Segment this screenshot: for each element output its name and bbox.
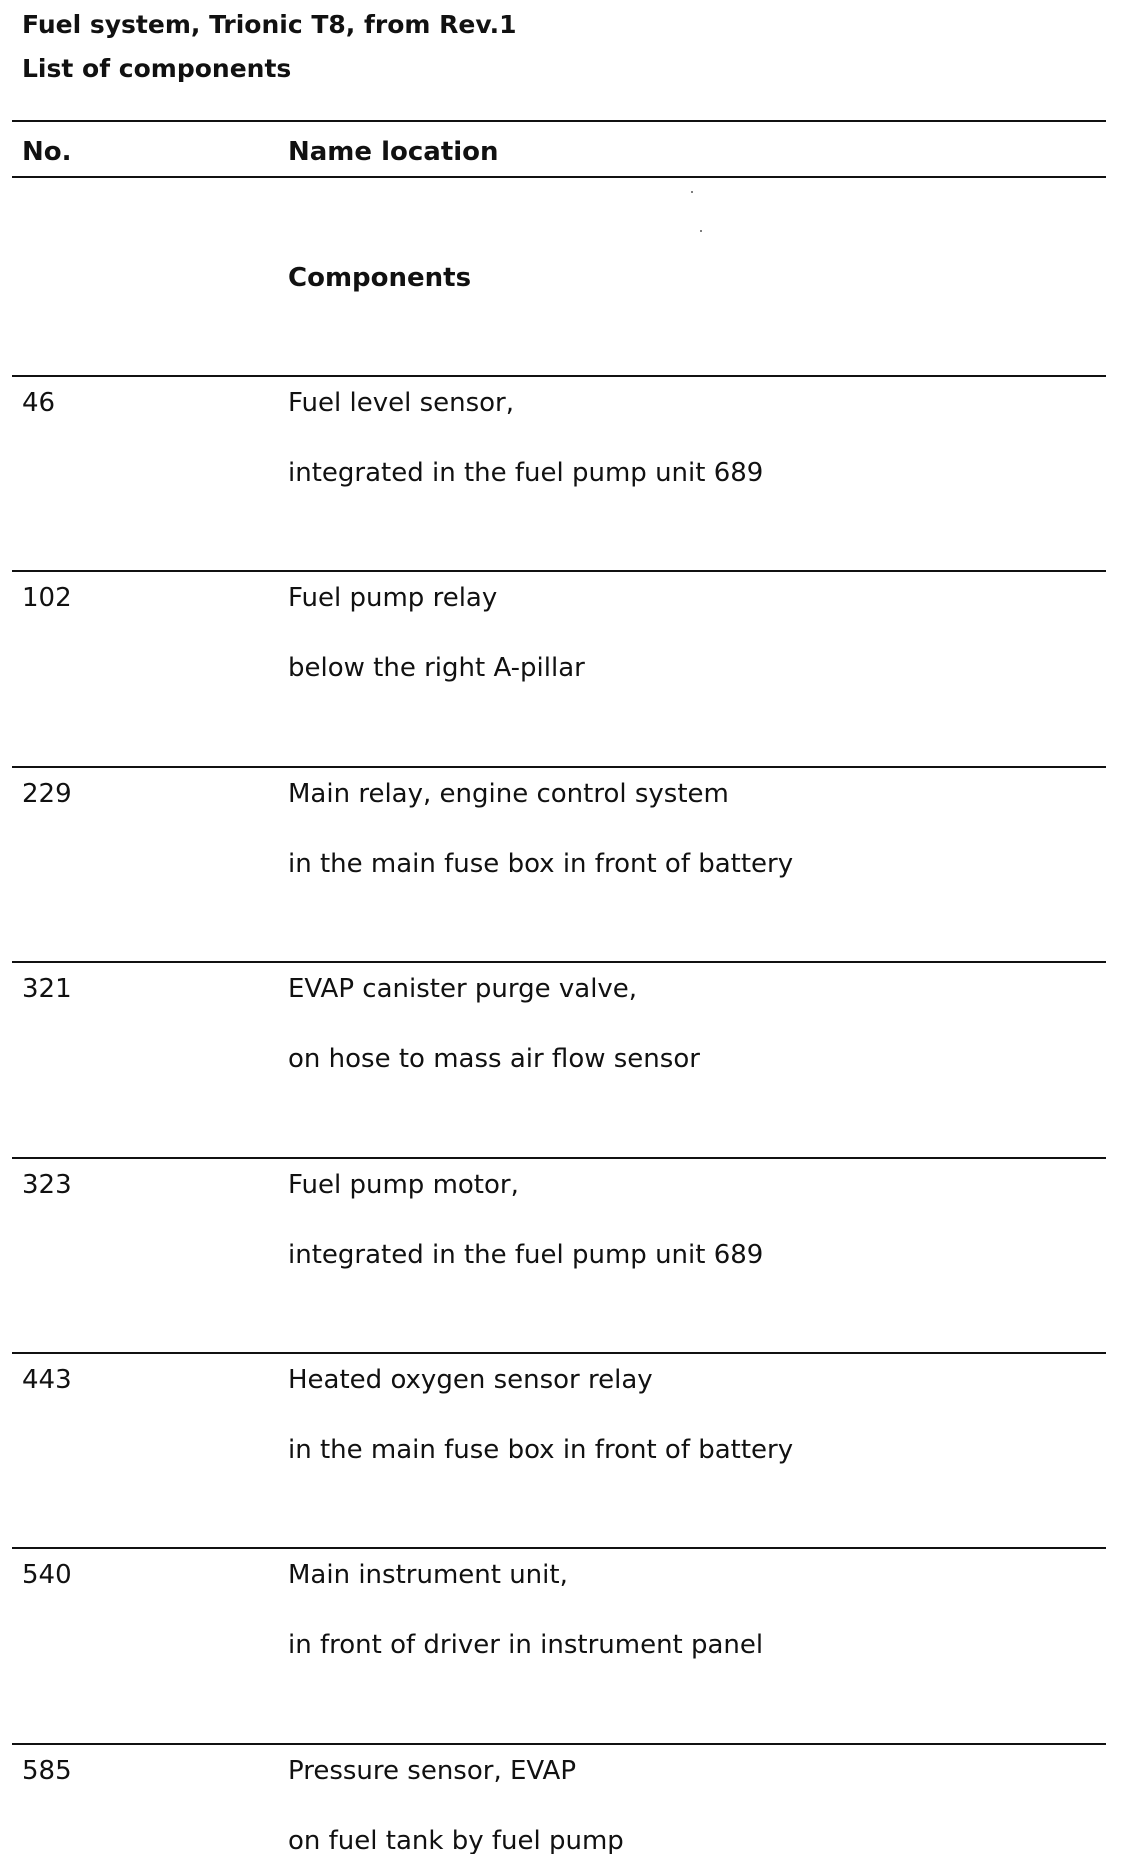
component-name: Main relay, engine control system [288,779,729,809]
component-number: 46 [22,388,56,418]
component-location: in front of driver in instrument panel [288,1630,764,1660]
component-name: EVAP canister purge valve, [288,974,638,1004]
row-rule [12,1352,1106,1354]
component-number: 443 [22,1365,72,1395]
component-location: on hose to mass air flow sensor [288,1044,700,1074]
document-subtitle: List of components [22,54,292,83]
component-location: on fuel tank by fuel pump [288,1826,624,1854]
row-rule [12,375,1106,377]
header-top-rule [12,120,1106,122]
component-name: Fuel pump motor, [288,1170,519,1200]
section-heading-components: Components [288,263,472,293]
component-name: Fuel level sensor, [288,388,515,418]
component-location: below the right A-pillar [288,653,585,683]
component-name: Pressure sensor, EVAP [288,1756,576,1786]
document-title: Fuel system, Trionic T8, from Rev.1 [22,10,517,39]
component-location: in the main fuse box in front of battery [288,1435,794,1465]
component-name: Main instrument unit, [288,1560,568,1590]
component-location: integrated in the fuel pump unit 689 [288,1240,764,1270]
column-header-no: No. [22,137,72,167]
row-rule [12,766,1106,768]
component-number: 229 [22,779,72,809]
component-name: Heated oxygen sensor relay [288,1365,653,1395]
column-header-name-location: Name location [288,137,499,167]
component-number: 102 [22,583,72,613]
component-location: integrated in the fuel pump unit 689 [288,458,764,488]
component-number: 585 [22,1756,72,1786]
row-rule [12,570,1106,572]
component-number: 540 [22,1560,72,1590]
row-rule [12,1743,1106,1745]
component-number: 321 [22,974,72,1004]
scan-speck [691,191,693,193]
row-rule [12,1547,1106,1549]
component-number: 323 [22,1170,72,1200]
component-name: Fuel pump relay [288,583,498,613]
component-location: in the main fuse box in front of battery [288,849,794,879]
header-bottom-rule [12,176,1106,178]
row-rule [12,961,1106,963]
row-rule [12,1157,1106,1159]
scan-speck [700,230,702,232]
